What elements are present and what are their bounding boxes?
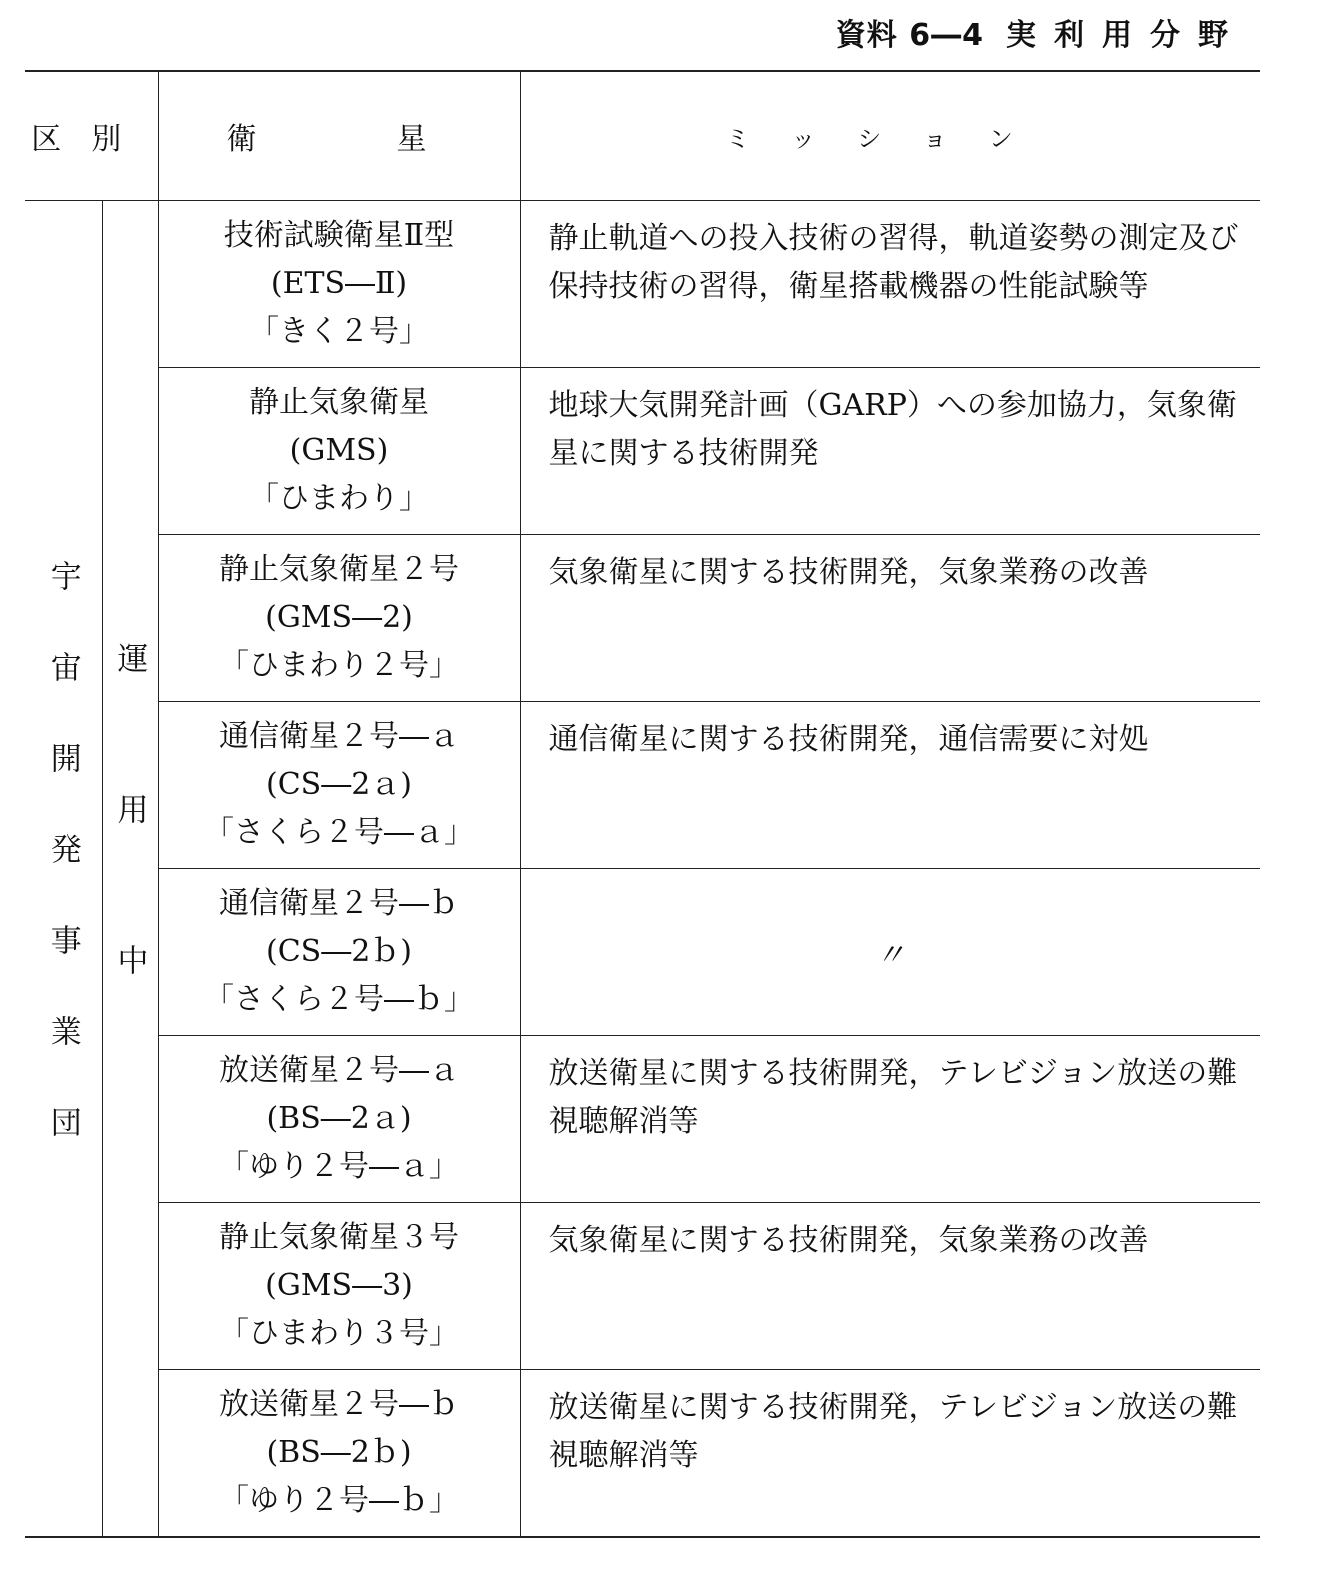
satellite-cell xyxy=(158,702,520,869)
satellite-code: (CS―2ｂ) xyxy=(265,934,412,969)
satellite-name: 通信衛星２号―ｂ xyxy=(219,886,459,921)
satellite-name: 放送衛星２号―ｂ xyxy=(219,1387,459,1422)
header-eisei xyxy=(158,71,520,201)
satellite-code: (GMS―3) xyxy=(265,1268,413,1303)
satellite-nickname: 「ゆり２号―ａ」 xyxy=(219,1149,459,1184)
document-title xyxy=(836,10,1246,54)
status-label: 運用中 xyxy=(111,642,148,1095)
document-number: 資料 6―4 xyxy=(835,18,984,53)
satellite-code: (GMS) xyxy=(289,433,389,468)
mission-cell: 気象衛星に関する技術開発，気象業務の改善 xyxy=(520,535,1260,702)
satellite-cell xyxy=(158,869,520,1036)
mission-cell: 通信衛星に関する技術開発，通信需要に対処 xyxy=(520,702,1260,869)
satellite-code: (GMS―2) xyxy=(265,600,413,635)
satellite-name: 放送衛星２号―ａ xyxy=(219,1053,459,1088)
mission-cell: 放送衛星に関する技術開発，テレビジョン放送の難視聴解消等 xyxy=(520,1370,1260,1538)
satellite-nickname: 「ひまわり」 xyxy=(249,481,429,516)
table-row xyxy=(25,869,1260,1036)
mission-cell: 放送衛星に関する技術開発，テレビジョン放送の難視聴解消等 xyxy=(520,1036,1260,1203)
satellite-nickname: 「さくら２号―ａ」 xyxy=(204,815,474,850)
header-mission: ミッション xyxy=(520,71,1260,201)
satellite-name: 静止気象衛星２号 xyxy=(219,552,459,587)
satellite-nickname: 「ゆり２号―ｂ」 xyxy=(219,1483,459,1518)
satellite-nickname: 「ひまわり３号」 xyxy=(219,1316,459,1351)
satellite-table xyxy=(25,70,1260,1538)
status-cell xyxy=(102,201,158,1538)
satellite-cell xyxy=(158,368,520,535)
header-kubetsu: 区別 xyxy=(25,71,158,201)
satellite-code: (CS―2ａ) xyxy=(265,767,412,802)
satellite-name: 静止気象衛星３号 xyxy=(219,1220,459,1255)
mission-cell: 地球大気開発計画（GARP）への参加協力，気象衛星に関する技術開発 xyxy=(520,368,1260,535)
satellite-cell xyxy=(158,535,520,702)
table-header-row xyxy=(25,71,1260,201)
document-name: 実利用分野 xyxy=(1006,18,1246,53)
satellite-name: 技術試験衛星Ⅱ型 xyxy=(223,218,455,253)
satellite-code: (BS―2ｂ) xyxy=(266,1435,412,1470)
table-row xyxy=(25,1036,1260,1203)
satellite-code: (ETS―Ⅱ) xyxy=(270,266,408,301)
table-row xyxy=(25,1370,1260,1538)
satellite-nickname: 「きく２号」 xyxy=(249,314,429,349)
table-row xyxy=(25,1203,1260,1370)
satellite-cell xyxy=(158,1370,520,1538)
organization-cell xyxy=(25,201,102,1538)
table-row xyxy=(25,368,1260,535)
header-eisei-2: 星 xyxy=(396,122,427,157)
satellite-code: (BS―2ａ) xyxy=(266,1101,412,1136)
organization-name: 宇宙開発事業団 xyxy=(44,560,81,1197)
mission-cell: 〃 xyxy=(520,869,1260,1036)
satellite-cell xyxy=(158,201,520,368)
satellite-nickname: 「ひまわり２号」 xyxy=(219,648,459,683)
satellite-name: 静止気象衛星 xyxy=(249,385,429,420)
table-row xyxy=(25,535,1260,702)
table-row xyxy=(25,201,1260,368)
mission-cell: 静止軌道への投入技術の習得，軌道姿勢の測定及び保持技術の習得，衛星搭載機器の性能試験等 xyxy=(520,201,1260,368)
satellite-cell xyxy=(158,1203,520,1370)
satellite-name: 通信衛星２号―ａ xyxy=(219,719,459,754)
satellite-cell xyxy=(158,1036,520,1203)
header-eisei-1: 衛 xyxy=(226,122,257,157)
table-row xyxy=(25,702,1260,869)
mission-cell: 気象衛星に関する技術開発，気象業務の改善 xyxy=(520,1203,1260,1370)
satellite-nickname: 「さくら２号―ｂ」 xyxy=(204,982,474,1017)
